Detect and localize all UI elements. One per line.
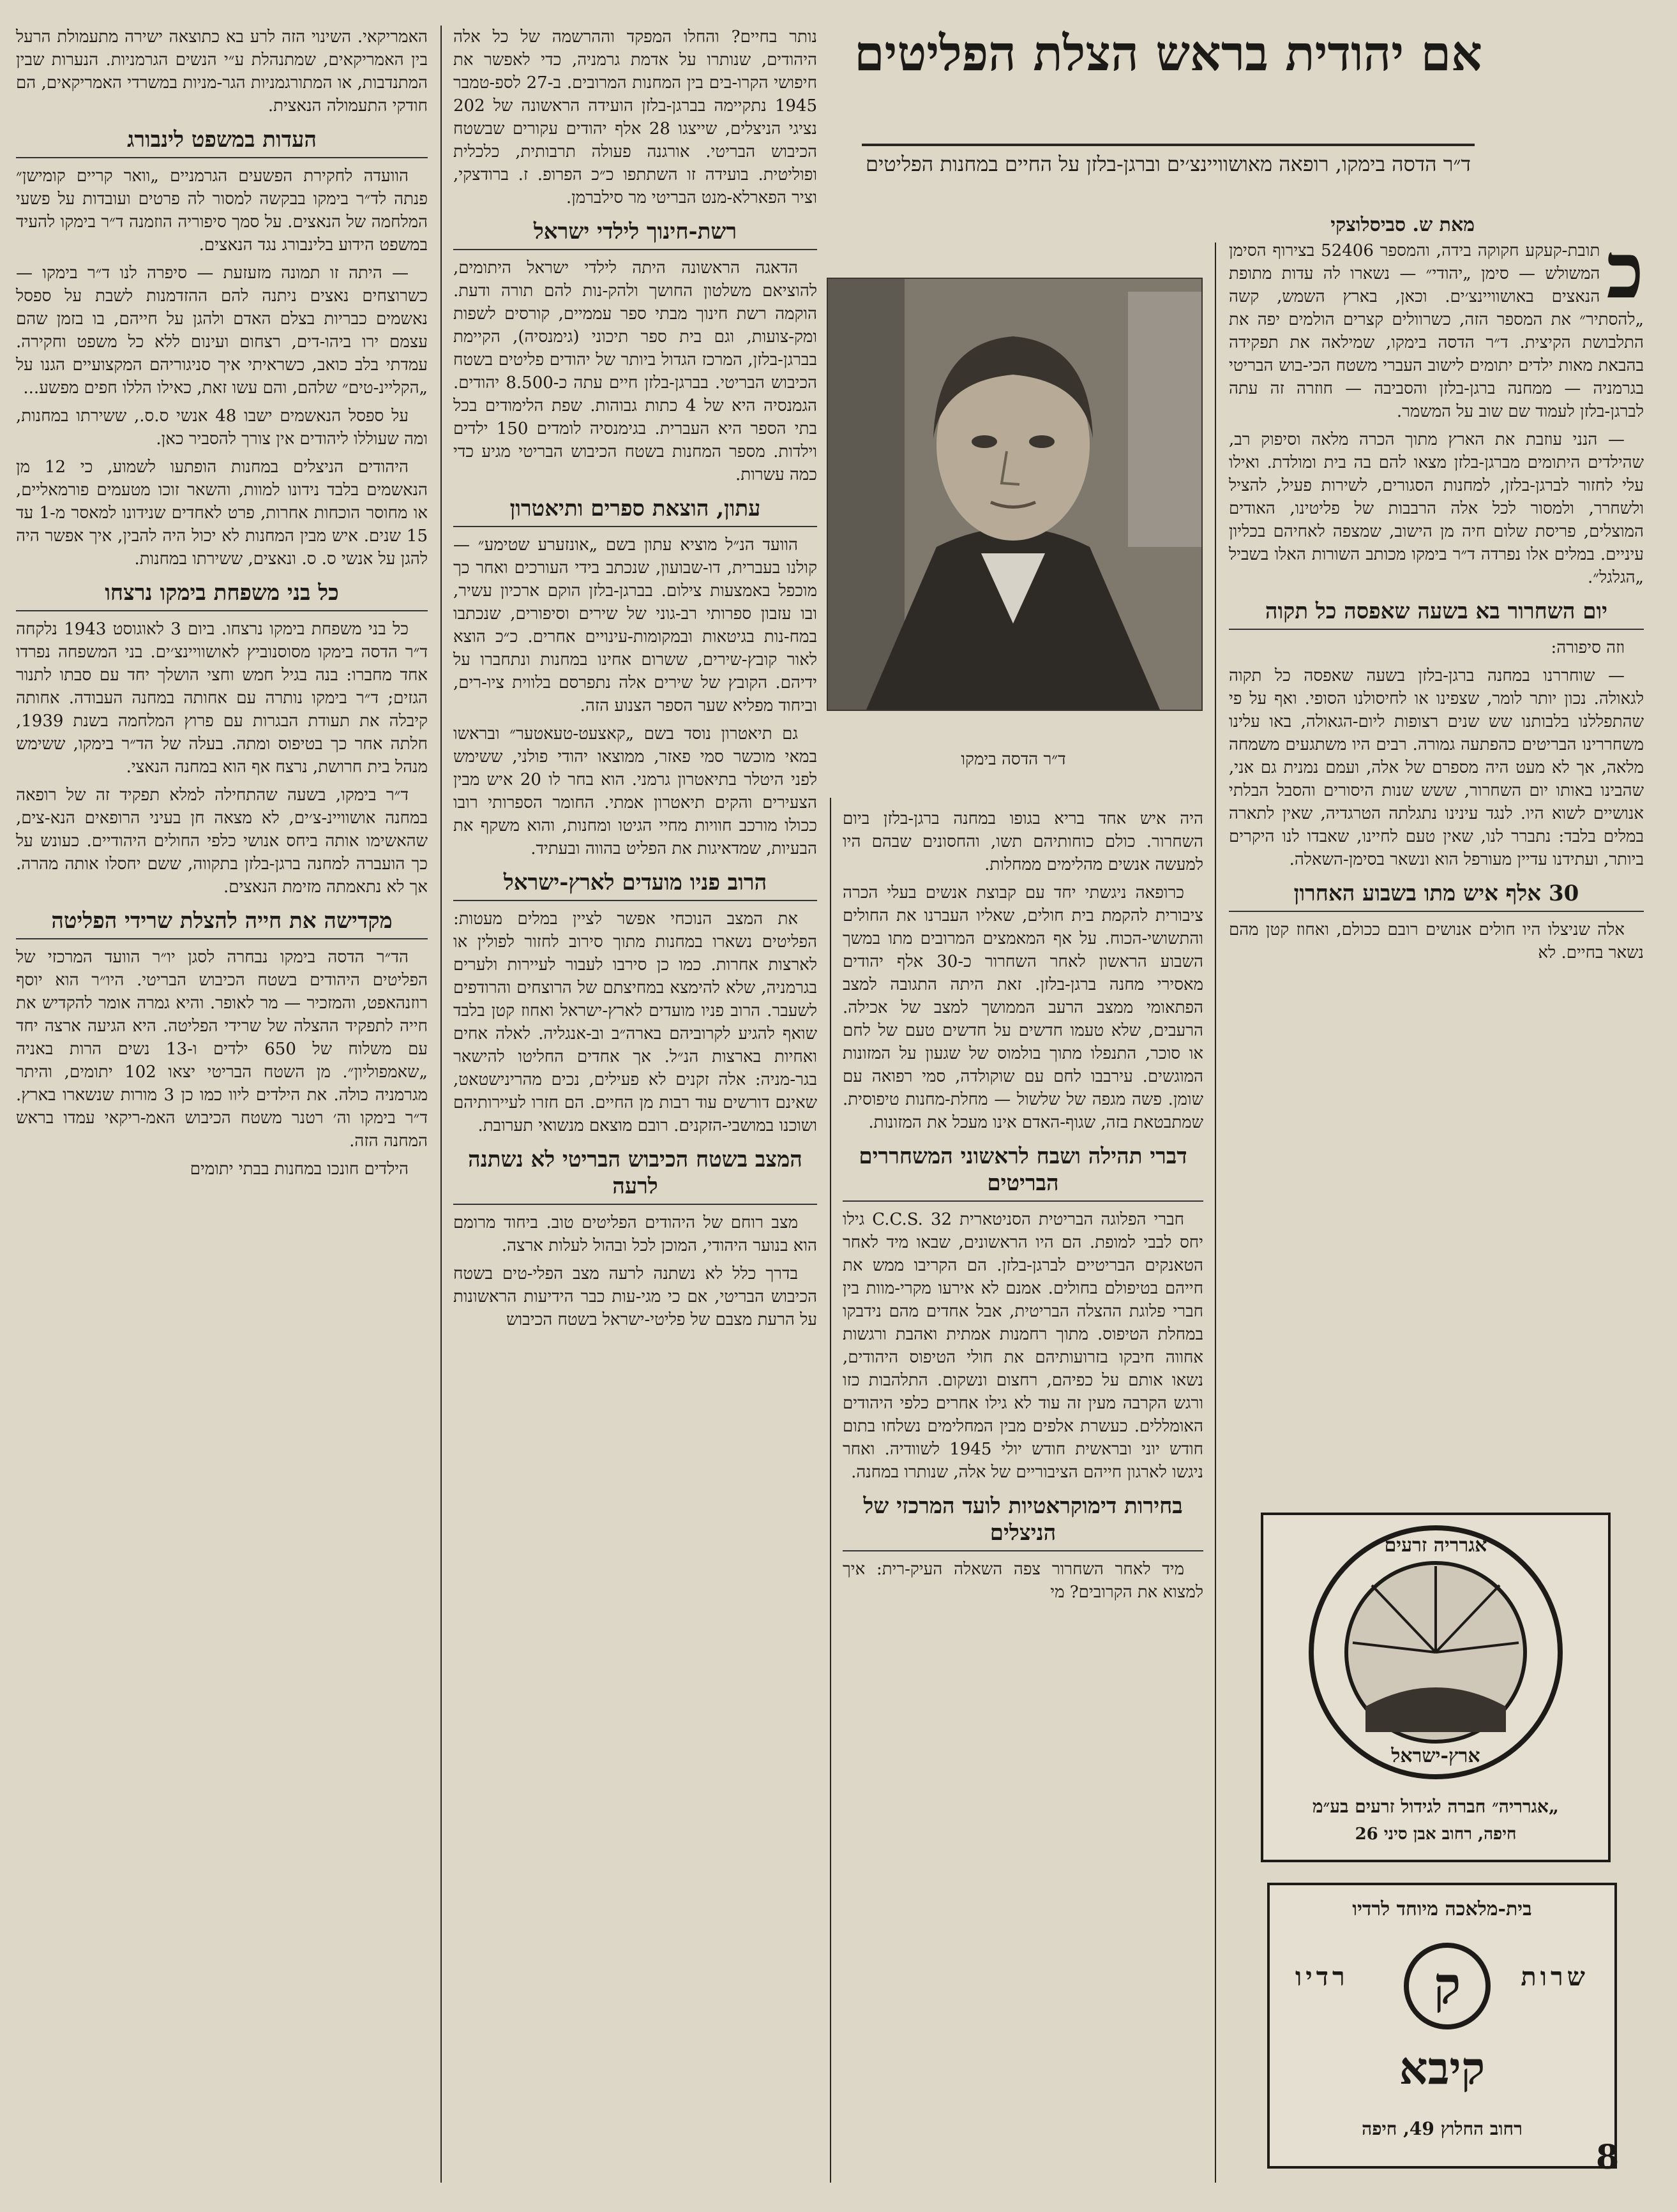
paragraph: גם תיאטרון נוסד בשם „קאצעט-טעאטער״ ובראשו במאי מוכשר סמי פאזר, ממוצאו יהודי פולני, ששימש לפני היטלר בתיאטרון גרמני. הוא בחר לו 20 איש מבין הצעירים והקים תיאטרון אמתי. החומר הספרותי רובו ככולו מורכב חוויות מחיי הגיטו ומחנות, והוא משקף את הבעיות, שמדאיגות את הפליט בהווה ובעתיד.	[453, 724, 817, 858]
agraria-advertisement	[1261, 1513, 1611, 1862]
emblem-text-bottom: ארץ-ישראל	[1391, 1745, 1480, 1767]
paragraph: וזה סיפורה:	[1551, 638, 1625, 657]
section-heading: הרוב פניו מועדים לארץ-ישראל	[453, 869, 817, 901]
paragraph: הדאגה הראשונה היתה לילדי ישראל היתומים, להוציאם משלטון החושך ולהק-נות להם תורה ודעת. הוקמה רשת חינוך מבתי ספר עממיים, קורסים לשפות ומק-צועות, וגם בית ספר תיכוני (גימנסיה), הקיימת בברגן-בלזן, המרכז הגדול ביותר של יהודים פליטים בשטח הכיבוש הבריטי. בברגן-בלזן חיים עתה כ-8.500 יהודים. הגמנסיה היא של 4 כתות גבוהות. שפת הלימודים בכל בתי הספר היא העברית. בגימנסיה לומדים 150 ילדים וילדות. מספר המחנות בשטח הכיבוש הבריטי מגיע כדי כמה עשרות.	[453, 258, 817, 484]
drop-cap: כ	[1606, 226, 1644, 316]
paragraph: — שוחררנו במחנה ברגן-בלזן בשעה שאפסה כל תקוה לגאולה. נכון יותר לומר, שצפינו או לחיסולנו הסופי. ואף על פי שהתפללנו בלבותנו שש שנים רצופות ליום-הגאולה, באו עלינו משחררינו הבריטים כהפתעה גמורה. רבים היו משתגעים משמחה מלאה, אך לא מעט היה מספרם של אלה, ועמם נמנית גם אני, שהבינו באותו יום השחרור, ששש שנות היסורים והסבל הבלתי אנושיים לשוא היו. לנגד עינינו נתגלתה הטרגדיה, שאין לתארה במלים בלבד: נתברר לנו, שאין טעם לחיינו, שאבדו לנו היקרים ביותר, ועתידנו עדיין מעורפל הוא ונשאר בסימן-השאלה.	[1229, 666, 1644, 869]
column-divider	[1215, 243, 1216, 2183]
paragraph: הוועדה לחקירת הפשעים הגרמניים „וואר קריים קומישן״ פנתה לד״ר בימקו בבקשה למסור לה פרטים ועובדות על פשעי המלחמה של הנאצים. על סמך סיפוריה הוזמנה ד״ר בימקו להעיד במשפט הידוע בלינבורג נגד הנאצים.	[16, 167, 428, 255]
section-heading: כל בני משפחת בימקו נרצחו	[16, 579, 428, 611]
paragraph: כרופאה ניגשתי יחד עם קבוצת אנשים בעלי הכרה ציבורית להקמת בית חולים, שאליו העברנו את החולים והתשושי-הכוח. על אף המאמצים המרובים מתו במשך השבוע הראשון לאחר השחרור כ-30 אלף יהודים מאסירי מחנה ברגן-בלזן. זאת היתה התגובה למצב הפתאומי ממצב הרעב הממושך למצב של אכילה. הרעבים, שלא טעמו חדשים על חדשים טעם של לחם או סוכר, התנפלו מתוך בולמוס של שגעון על המזונות המוגשים. עירבבו לחם עם שוקולדה, סמי רפואה עם שומן. פשה מגפה של שלשול — מחלת-מחנות טיפוסית. שמתבטאת בזה, שגוף-האדם אינו מעכל את המזונות.	[843, 883, 1203, 1132]
radio-ad-logo: ק	[1404, 1943, 1491, 2029]
paragraph: נותר בחיים? והחלו המפקד וההרשמה של כל אלה היהודים, שנותרו על אדמת גרמניה, כדי לאפשר את חיפושי הקרו-בים בין המחנות המרובים. ב-27 לספ-טמבר 1945 נתקיימה בברגן-בלזן הועידה הראשונה של 202 נציגי הניצלים, שייצגו 28 אלף יהודים עקורים שבשטח הכיבוש הבריטי. אורגנה פעולה תרבותית, כלכלית ופוליטית. בועידה זו השתתפו כ״כ הפרופ. ז. ברודצקי, וציר הפארלא-מנט הבריטי מר סילברמן.	[453, 27, 817, 207]
paragraph: אלה שניצלו היו חולים אנושים רובם ככולם, ואחוז קטן מהם נשאר בחיים. לא	[1229, 920, 1644, 962]
column-1	[1229, 226, 1644, 969]
column-4	[16, 26, 428, 1186]
paragraph: הוועד הנ״ל מוציא עתון בשם „אונזערע שטימע״ — קולנו בעברית, דו-שבועון, שנכתב בידי העורכים ואחר כך מוכפל באמצעות צילום. בברגן-בלזן הוקם ארכיון עשיר, ובו עזבון ספרותי רב-גוני של שירים וסיפורים, שנכתבו במח-נות בגיטאות ובמקומות-עינויים אחרים. כ״כ הוצא לאור קובץ-שירים, ששרום אחינו במחנות ונתחברו על ידיהם. הקובץ של שירים אלה נתפרסם בלווית ציו-רים, וביחוד מפליא שער הספר הצנוע הזה.	[453, 535, 817, 715]
paragraph: ד״ר בימקו, בשעה שהתחילה למלא תפקיד זה של רופאה במחנה אושוויינ-צ׳ים, לא מצאה חן בעיני הרופאים הנא-צים, שהאשימו אותה ביחס אנושי כלפי החולים היהודיים. כעונש על כך הועברה למחנה ברגן-בלזן בתקווה, ששם יחסלו אותה מהרה. אך לא נתאמתה מזימת הנאצים.	[16, 786, 428, 897]
radio-ad-shop-name: קיבא	[1399, 2042, 1485, 2095]
paragraph: הילדים חונכו במחנות בבתי יתומים	[190, 1160, 409, 1179]
radio-ad-title: בית-מלאכה מיוחד לרדיו	[1352, 1898, 1532, 1920]
section-heading: מקדישה את חייה להצלת שרידי הפליטה	[16, 908, 428, 939]
radio-advertisement	[1267, 1883, 1617, 2169]
paragraph: חברי הפלוגה הבריטית הסניטארית C.C.S. 32 גילו יחס לבבי למופת. הם היו הראשונים, שבאו מיד לאחר הטאנקים הבריטיים לברגן-בלזן. הם הקריבו ממש את חייהם בטיפולם בחולים. אמנם לא אירעו מקרי-מוות בין חברי פלוגת ההצלה הבריטית, אבל אחדים מהם נידבקו במחלת הטיפוס. מתוך רחמנות אמתית ואהבת ורגשות אחווה חיבקו בזרועותיהם את חולי הטיפוס היהודים, נשאו אותם על כפיהם, רחצום ונשקום. התלהבות כזו ורגש הקרבה מעין זה עוד לא גילו אחרים כלפי היהודים האומללים. כעשרת אלפים מבין המחלימים נשלחו בתום חודש יוני ובראשית חודש יולי 1945 לשוודיה. ואחר ניגשו לארגון חייהם הציבוריים של אלה, שנותרו במחנה.	[843, 1210, 1204, 1482]
paragraph: — היתה זו תמונה מזעזעת — סיפרה לנו ד״ר בימקו — כשרוצחים נאצים ניתנה להם ההזדמנות לשבת על ספסל נאשמים כבריות בצלם האדם ולהגן על חייהם, בו בזמן שהם עצמם ירו ביהו-דים, רצחום ועינום ללא כל משפט וחקירה. עמדתי בלב כואב, כשראיתי איך סניגוריהם המקצועיים הגנו על „הקליינ-טים״ שלהם, והם עשו זאת, כאילו הללו חפים מפשע...	[16, 264, 428, 398]
intro-paragraph: תובת-קעקע חקוקה בידה, והמספר 52406 בצירוף הסימן המשולש — סימן „יהודי״ — נשארו לה עדות מתופת הנאצים באושוויינצ׳ים. וכאן, בארץ השמש, קשה „להסתיר״ את המספר הזה, כשרוולים קצרים הולמים יפה את התלבושת הקיצית. ד״ר הדסה בימקו, שמילאה את תפקידה בהבאת מאות ילדים יתומים לישוב העברי משטח הכי-בוש הבריטי בגרמניה — ממחנה ברגן-בלזן והסביבה — חוזרה זה עתה לברגן-בלזן לעמוד שם שוב על המשמר.	[1229, 241, 1644, 421]
paragraph: היה איש אחד בריא בגופו במחנה ברגן-בלזן ביום השחרור. כולם כוחותיהם תשו, והחסונים שבהם היו למעשה אנשים מהלימים ממחלות.	[843, 809, 1203, 874]
agraria-company-name: „אגרריה״ חברה לגידול זרעים בע״מ	[1312, 1796, 1560, 1817]
paragraph: הד״ר הדסה בימקו נבחרה לסגן יו״ר הוועד המרכזי של הפליטים היהודים בשטח הכיבוש הבריטי. היו״ר הוא יוסף רוזנהאפט, והמזכיר — מר לאופר. והיא גמרה אומר להקדיש את חייה לתפקיד ההצלה של שרידי הפליטה. היא הגיעה ארצה יחד עם משלוח של 650 ילדים ו-13 נשים הרות באניה „שאמפוליון״. מן השטח הבריטי יצאו 102 יתומים, והיתר מגרמניה כולה. את הילדים ליוו כמו כן 3 מורות שנשארו בארץ. ד״ר בימקו וה׳ רטנר משטח הכיבוש האמ-ריקאי עמדו בראש המחנה הזה.	[16, 948, 428, 1151]
headline-rule	[862, 144, 1475, 146]
paragraph: מיד לאחר השחרור צפה השאלה העיק-רית: איך למצוא את הקרובים? מי	[843, 1560, 1203, 1602]
paragraph: את המצב הנוכחי אפשר לציין במלים מעטות: הפליטים נשארו במחנות מתוך סירוב לחזור לפולין או לארצות אחרות. כמו כן סירבו לעבור לעיירות ולערים בגרמניה, שלא להימצא במחיצתם של הרוצחים והרודפים לשעבר. הרוב פניו מועדים לארץ-ישראל ואחוז קטן בלבד שואף להגיע לקרוביהם בארה״ב וב-אנגליה. לאלה אחים ואחיות בארצות הנ״ל. אך אחדים החליטו להישאר בגר-מניה: אלה זקנים לא פעילים, נכים מהרינישטאט, שאינם דורשים עוד רבות מן החיים. הם חזרו לעיירותיהם ושוכנו במושבי-הזקנים. רובם מוצאם מנשואי תערובת.	[453, 909, 817, 1135]
section-heading: העדות במשפט לינבורג	[16, 126, 428, 158]
byline: מאת ש. סביסלוצקי	[1330, 214, 1475, 236]
paragraph: מצב רוחם של היהודים הפליטים טוב. ביחוד מרומם הוא בנוער היהודי, המוכן לכל ובהול לעלות ארצה.	[453, 1213, 817, 1255]
paragraph: כל בני משפחת בימקו נרצחו. ביום 3 לאוגוסט 1943 נלקחה ד״ר הדסה בימקו מסוסנוביץ לאושוויינצ׳ים. בני המשפחה נפרדו אחד מחברו: בנה בגיל חמש וחצי הושלך יחד עם סבתו לתנור הגזים; ד״ר בימקו נותרה עם אחותה במחנה העבודה. אחותה קיבלה את תעודת הבגרות עם פרוץ המלחמה בשנת 1939, חלתה אחר כך בטיפוס ומתה. בעלה של הד״ר בימקו, ששימש מנהל בית חרושת, נרצח אף הוא במחנה הנאצי.	[16, 620, 428, 777]
column-3	[453, 26, 817, 1336]
section-heading: יום השחרור בא בשעה שאפסה כל תקוה	[1229, 598, 1644, 630]
section-heading: 30 אלף איש מתו בשבוע האחרון	[1229, 880, 1644, 912]
section-heading: עתון, הוצאת ספרים ותיאטרון	[453, 495, 817, 527]
section-heading: המצב בשטח הכיבוש הבריטי לא נשתנה לרעה	[453, 1146, 817, 1205]
section-heading: דברי תהילה ושבח לראשוני המשחררים הבריטים	[843, 1143, 1203, 1202]
radio-ad-service: שרות	[1521, 1962, 1589, 1992]
column-2	[843, 807, 1203, 1609]
portrait-figure	[828, 279, 1201, 710]
column-divider	[440, 26, 442, 2183]
radio-ad-address: רחוב החלוץ 49, חיפה	[1362, 2118, 1523, 2139]
paragraph: בדרך כלל לא נשתנה לרעה מצב הפלי-טים בשטח הכיבוש הבריטי, אם כי מגי-עות כבר הידיעות הראשונות על הרעת מצבם של פליטי-ישראל בשטח הכיבוש	[453, 1264, 817, 1329]
article-subheadline: ד״ר הדסה בימקו, רופאה מאושוויינצ׳ים וברגן-בלזן על החיים במחנות הפליטים	[865, 152, 1471, 176]
section-heading: רשת-חינוך לילדי ישראל	[453, 218, 817, 250]
agraria-address: חיפה, רחוב אבן סיני 26	[1355, 1825, 1517, 1844]
paragraph: על ספסל הנאשמים ישבו 48 אנשי ס.ס., ששירתו במחנות, ומה שעוללו ליהודים אין צורך להסביר כאן.	[16, 407, 428, 449]
radio-ad-radio: רדיו	[1295, 1962, 1349, 1992]
portrait-photo	[827, 278, 1203, 711]
photo-caption: ד״ר הדסה בימקו	[961, 750, 1066, 769]
paragraph: האמריקאי. השינוי הזה לרע בא כתוצאה ישירה מתעמולת הרעל בין האמריקאים, שמתנהלת ע״י הנשים הגרמניות. הנערות שבין המתנדבות, או המתורגמניות הגר-מניות במשרדי האמריקאים, הם חודקי התעמולה הנאצית.	[16, 27, 428, 116]
emblem-text-top: אגרריה זרעים	[1384, 1534, 1487, 1557]
page-number: 8	[1596, 2138, 1620, 2177]
article-headline: אם יהודית בראש הצלת הפליטים	[854, 25, 1482, 82]
paragraph: — הנני עוזבת את הארץ מתוך הכרה מלאה וסיפוק רב, שהילדים היתומים מברגן-בלזן מצאו להם בה בית ומולדת. ואילו עלי לחזור לברגן-בלזן, למחנות הסגורים, לשירות פעיל, להציל ולשחרר, ולמסור לכל אלה הרבבות של פליטינו, האודים המוצלים, פריסת שלום חיה מן הישוב, שמצפה לאחיהם בכליון עיניים. במלים אלו נפרדה ד״ר בימקו מכותב השורות האלו בשביל „הגלגל״.	[1229, 430, 1644, 587]
column-divider	[830, 798, 831, 2183]
paragraph: היהודים הניצלים במחנות הופתעו לשמוע, כי 12 מן הנאשמים בלבד נידונו למוות, והשאר זוכו מטעמים פורמאליים, או מחוסר הוכחות אחרות, פרט לאחדים שנידונו למאסר מ-1 עד 15 שנים. איש מבין המחנות לא יכול היה להבין, איך אפשר היה להגן על אנשי ס. ס. ונאצים, ששירתו במחנות.	[16, 458, 428, 569]
section-heading: בחירות דימוקראטיות לועד המרכזי של הניצלים	[843, 1493, 1203, 1551]
